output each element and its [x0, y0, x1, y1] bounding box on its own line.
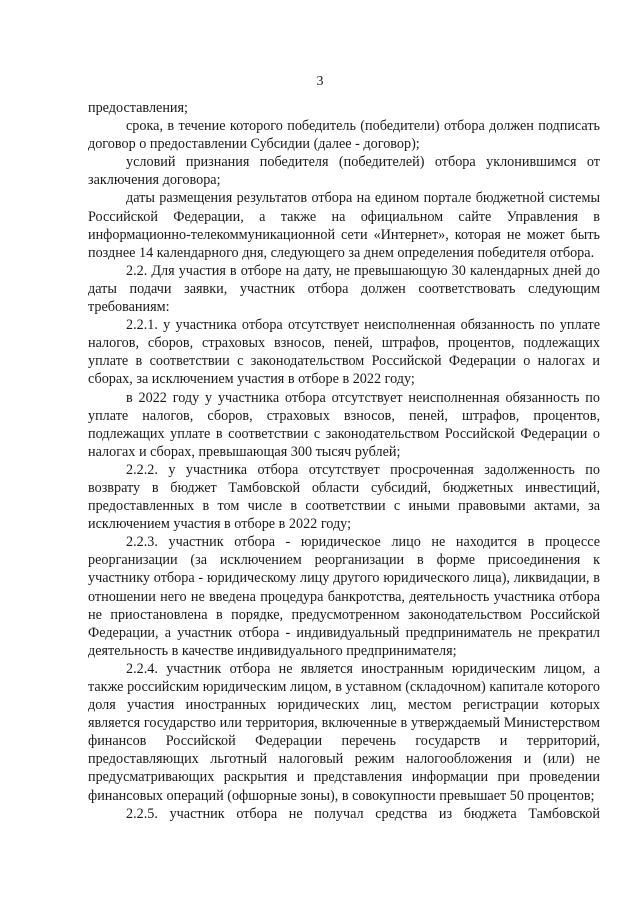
paragraph-2-2-3: 2.2.3. участник отбора - юридическое лицо не находится в процессе реорганизации (за исключением реорганизации в форме присоединения к участнику отбора - юридическому лицу другого юридического лица), ликвидации, в отношении него не введена процедура банкротства, деятельность участника отбора не приостановлена в порядке, предусмотренном законодательством Российской Федерации, а участник отбора - индивидуальный предприниматель не прекратил деятельность в качестве индивидуального предпринимателя;: [88, 534, 600, 659]
paragraph-1: предоставления;: [88, 100, 188, 116]
paragraph-2022: в 2022 году у участника отбора отсутствует неисполненная обязанность по уплате налогов, сборов, страховых взносов, пеней, штрафов, процентов, подлежащих уплате в соответствии с законодательством Российской Федерации о налогах и сборах, превышающая 300 тысяч рублей;: [88, 389, 600, 460]
page-body: [88, 99, 600, 823]
paragraph-2-2-1: 2.2.1. у участника отбора отсутствует неисполненная обязанность по уплате налогов, сборов, страховых взносов, пеней, штрафов, процентов, подлежащих уплате в соответствии с законодательством Российской Федерации о налогах и сборах, за исключением участия в отборе в 2022 году;: [88, 317, 600, 388]
page-number: 3: [316, 74, 324, 89]
paragraph-2-2-5: 2.2.5. участник отбора не получал средства из бюджета Тамбовской: [126, 805, 600, 822]
paragraph-2-2-2: 2.2.2. у участника отбора отсутствует просроченная задолженность по возврату в бюджет Тамбовской области субсидий, бюджетных инвестиций, предоставленных в том числе в соответствии с иными правовыми актами, за исключением участия в отборе в 2022 году;: [88, 461, 600, 533]
paragraph-3: условий признания победителя (победителей) отбора уклонившимся от заключения договора;: [88, 154, 600, 189]
paragraph-2-2: 2.2. Для участия в отборе на дату, не превышающую 30 календарных дней до даты подачи заявки, участник отбора должен соответствовать следующим требованиям:: [88, 262, 600, 316]
paragraph-2-2-4: 2.2.4. участник отбора не является иностранным юридическим лицом, а также российским юридическим лицом, в уставном (складочном) капитале которого доля участия иностранных юридических лиц, местом регистрации которых является государство или территория, включенные в утверждаемый Министерством финансов Российской Федерации перечень государств и территорий, предоставляющих льготный налоговый режим налогообложения и (или) не предусматривающих раскрытия и представления информации при проведении финансовых операций (офшорные зоны), в совокупности превышает 50 процентов;: [88, 660, 600, 804]
paragraph-4: даты размещения результатов отбора на едином портале бюджетной системы Российской Федерации, а также на официальном сайте Управления в информационно-телекоммуникационной сети «Интернет», которая не может быть позднее 14 календарного дня, следующего за днем определения победителя отбора.: [88, 190, 600, 261]
paragraph-2: срока, в течение которого победитель (победители) отбора должен подписать договор о предоставлении Субсидии (далее - договор);: [88, 118, 600, 153]
